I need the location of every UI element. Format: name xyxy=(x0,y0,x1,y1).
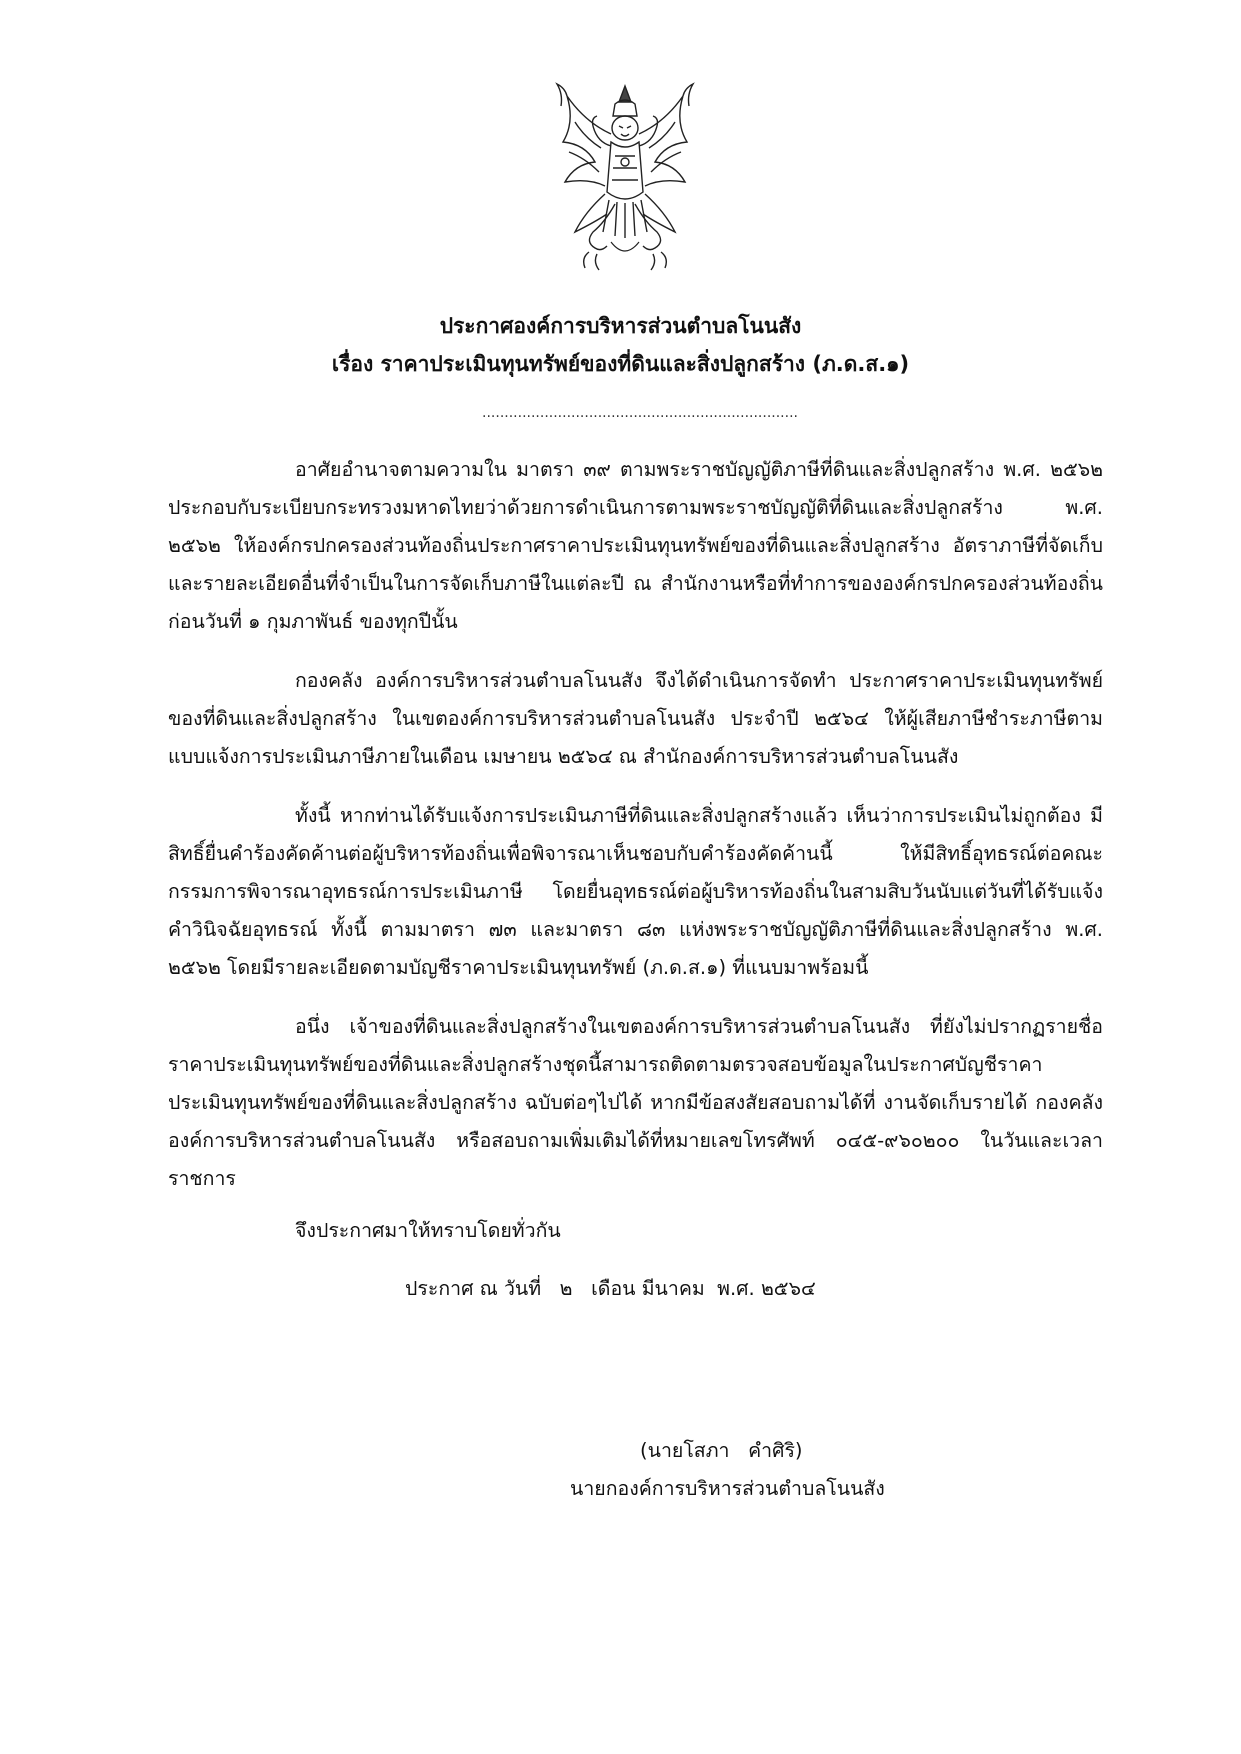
separator-line: ....................................................................... xyxy=(482,405,798,421)
signatory-name: (นายโสภา คำศิริ) xyxy=(640,1439,803,1462)
signatory-position: นายกองค์การบริหารส่วนตำบลโนนสัง xyxy=(570,1477,885,1500)
closing-statement: จึงประกาศมาให้ทราบโดยทั่วกัน xyxy=(295,1219,561,1242)
announcement-subject: เรื่อง ราคาประเมินทุนทรัพย์ของที่ดินและสิ่งปลูกสร้าง (ภ.ด.ส.๑) xyxy=(331,352,910,376)
paragraph-contact: อนึ่ง เจ้าของที่ดินและสิ่งปลูกสร้างในเขตองค์การบริหารส่วนตำบลโนนสัง ที่ยังไม่ปรากฏรายชื่อราคาประเมินทุนทรัพย์ของที่ดินและสิ่งปลูกสร้างชุดนี้สามารถติดตามตรวจสอบข้อมูลในประกาศบัญชีราคาประเมินทุนทรัพย์ของที่ดินและสิ่งปลูกสร้าง ฉบับต่อๆไปได้ หากมีข้อสงสัยสอบถามได้ที่ งานจัดเก็บรายได้ กองคลัง องค์การบริหารส่วนตำบลโนนสัง หรือสอบถามเพิ่มเติมได้ที่หมายเลขโทรศัพท์ ๐๔๕-๙๖๐๒๐๐ ในวันและเวลาราชการ xyxy=(168,1015,1103,1190)
garuda-emblem-icon xyxy=(545,82,705,277)
paragraph-authority: อาศัยอำนาจตามความใน มาตรา ๓๙ ตามพระราชบัญญัติภาษีที่ดินและสิ่งปลูกสร้าง พ.ศ. ๒๕๖๒ ประกอบกับระเบียบกระทรวงมหาดไทยว่าด้วยการดำเนินการตามพระราชบัญญัติที่ดินและสิ่งปลูกสร้าง พ.ศ. ๒๕๖๒ ให้องค์กรปกครองส่วนท้องถิ่นประกาศราคาประเมินทุนทรัพย์ของที่ดินและสิ่งปลูกสร้าง อัตราภาษีที่จัดเก็บ และรายละเอียดอื่นที่จำเป็นในการจัดเก็บภาษีในแต่ละปี ณ สำนักงานหรือที่ทำการขององค์กรปกครองส่วนท้องถิ่นก่อนวันที่ ๑ กุมภาพันธ์ ของทุกปีนั้น xyxy=(168,458,1103,633)
announcement-title: ประกาศองค์การบริหารส่วนตำบลโนนสัง xyxy=(439,314,802,338)
paragraph-assessment: กองคลัง องค์การบริหารส่วนตำบลโนนสัง จึงได้ดำเนินการจัดทำ ประกาศราคาประเมินทุนทรัพย์ของที่ดินและสิ่งปลูกสร้าง ในเขตองค์การบริหารส่วนตำบลโนนสัง ประจำปี ๒๕๖๔ ให้ผู้เสียภาษีชำระภาษีตามแบบแจ้งการประเมินภาษีภายในเดือน เมษายน ๒๕๖๔ ณ สำนักองค์การบริหารส่วนตำบลโนนสัง xyxy=(168,669,1103,768)
announcement-date: ประกาศ ณ วันที่ ๒ เดือน มีนาคม พ.ศ. ๒๕๖๔ xyxy=(405,1277,816,1300)
paragraph-appeal: ทั้งนี้ หากท่านได้รับแจ้งการประเมินภาษีที่ดินและสิ่งปลูกสร้างแล้ว เห็นว่าการประเมินไม่ถูกต้อง มีสิทธิ์ยื่นคำร้องคัดค้านต่อผู้บริหารท้องถิ่นเพื่อพิจารณาเห็นชอบกับคำร้องคัดค้านนี้ ให้มีสิทธิ์อุทธรณ์ต่อคณะกรรมการพิจารณาอุทธรณ์การประเมินภาษี โดยยื่นอุทธรณ์ต่อผู้บริหารท้องถิ่นในสามสิบวันนับแต่วันที่ได้รับแจ้งคำวินิจฉัยอุทธรณ์ ทั้งนี้ ตามมาตรา ๗๓ และมาตรา ๘๓ แห่งพระราชบัญญัติภาษีที่ดินและสิ่งปลูกสร้าง พ.ศ. ๒๕๖๒ โดยมีรายละเอียดตามบัญชีราคาประเมินทุนทรัพย์ (ภ.ด.ส.๑) ที่แนบมาพร้อมนี้ xyxy=(168,804,1103,979)
